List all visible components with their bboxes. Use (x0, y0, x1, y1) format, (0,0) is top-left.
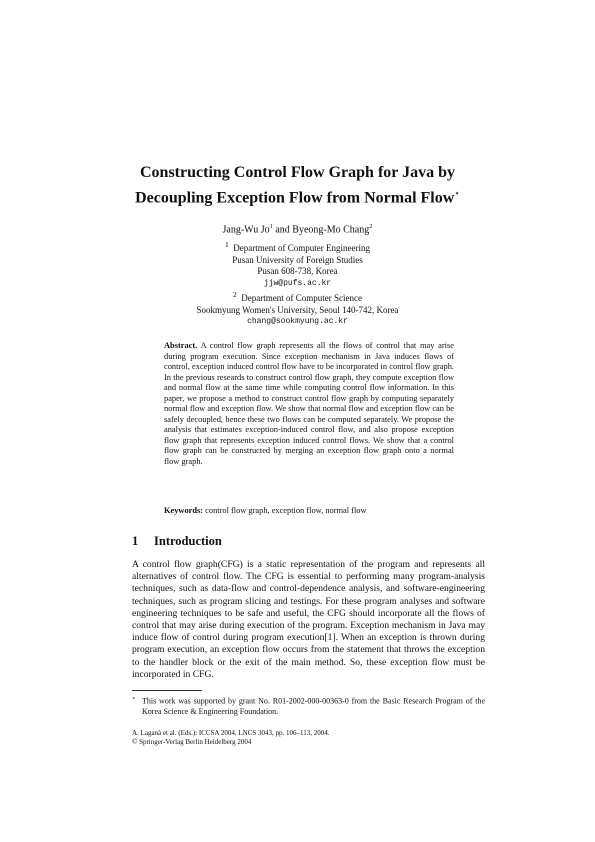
credit-line-2: © Springer-Verlag Berlin Heidelberg 2004 (132, 738, 252, 746)
affiliation-2-dept: $^2$ Department of Computer Science (233, 290, 362, 303)
keywords-text: control flow graph, exception flow, normal flow (205, 506, 367, 515)
author-1-mark: 1 (269, 223, 273, 230)
affiliation-1-dept: $^1$ Department of Computer Engineering (225, 240, 370, 253)
section-title: Introduction (154, 534, 222, 548)
title-line-1: Constructing Control Flow Graph for Java by (140, 164, 455, 181)
abstract (164, 341, 454, 467)
affiliations (100, 239, 495, 328)
affiliation-2-org: Sookmyung Women's University, Seoul 140-742, Korea (196, 304, 399, 315)
author-2-name: Byeong-Mo Chang (292, 224, 370, 236)
affiliation-1-org: Pusan University of Foreign Studies (232, 254, 363, 265)
affiliation-2-email[interactable]: chang@sookmyung.ac.kr (247, 317, 348, 326)
author-2-mark: 2 (369, 223, 373, 230)
title-line-2: Decoupling Exception Flow from Normal Flow⋆ (135, 188, 460, 207)
affiliation-1-address: Pusan 608-738, Korea (257, 266, 338, 276)
footnote-rule (132, 690, 202, 691)
author-1-name: Jang-Wu Jo (222, 224, 270, 236)
body-paragraph: A control flow graph(CFG) is a static representation of the program and represents all alternatives of control flow. The CFG is essential to performing many program-analysis techniques, such as data-flow and control-dependence analysis, and software-engineering techniques, such as program slicing and testings. For these program analyses and software engineering techniques to be safe and useful, the CFG should incorporate all the flows of control that may arise during execution of the program. Exception mechanism in Java may induce flow of control during program execution[1]. When an exception is thrown during program execution, an exception flow occurs from the statement that throws the exception to the handler block or the exit of the main method. So, these exception flow must be incorporated in CFG. (132, 559, 485, 680)
abstract-text: A control flow graph represents all the flows of control that may arise during program execution. Since exception mechanism in Java induces flows of control, exception induced control flow have to be incorporated in control flow graph. In the previous researds to construct control flow graph, they compute exception flow and normal flow at the same time while computing control flow information. In this paper, we propose a method to construct control flow graph by computing separately normal flow and exception flow. We show that normal flow and exception flow can be safely decoupled, hence these two flows can be computed separately. We propose the analysis that estimates exception-induced control flow, and also propose exception flow graph that represents exception induced control flows. We show that a control flow graph can be constructed by merging an exception flow graph onto a normal flow graph. (164, 341, 454, 466)
footnote-mark: ⋆ (132, 696, 136, 702)
keywords-label: Keywords: (164, 506, 204, 515)
section-heading (132, 534, 222, 549)
author-list (100, 220, 495, 236)
publication-credit (132, 729, 329, 747)
keywords (164, 506, 454, 517)
affiliation-1-email[interactable]: jjw@pufs.ac.kr (263, 278, 332, 288)
credit-line-1: A. Laganà et al. (Eds.): ICCSA 2004, LNCS 3043, pp. 106–113, 2004. (132, 729, 330, 737)
section-number: 1 (132, 534, 139, 548)
title-footnote-mark: ⋆ (454, 188, 460, 198)
author-conjunction: and (275, 224, 290, 236)
footnote (132, 694, 485, 717)
abstract-label: Abstract. (164, 341, 198, 350)
paper-title (100, 162, 495, 208)
footnote-text: This work was supported by grant No. R01-2002-000-00363-0 from the Basic Research Program of the Korea Science & Engineering Foundation. (142, 696, 485, 716)
